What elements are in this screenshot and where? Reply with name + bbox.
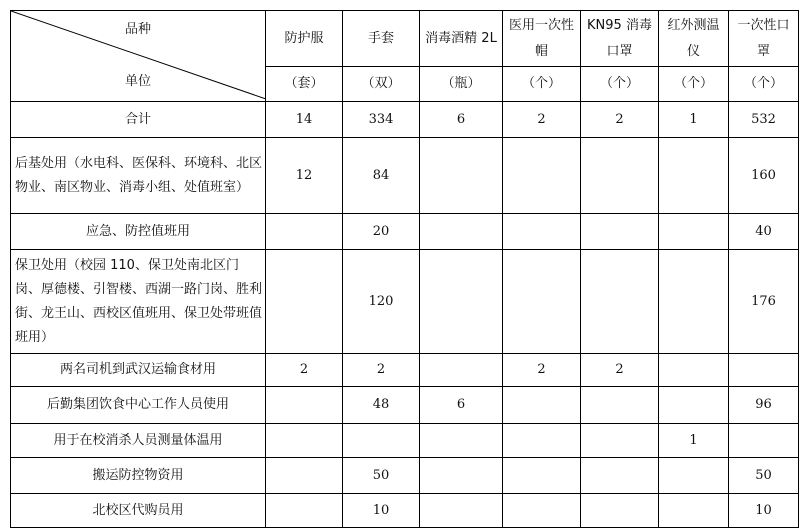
- table-row: [11, 102, 799, 138]
- table-cell: 84: [343, 138, 420, 214]
- table-row: [11, 458, 799, 494]
- table-cell: [503, 250, 581, 354]
- table-cell: 1: [659, 102, 729, 138]
- unit-cell: （个）: [729, 67, 799, 102]
- table-cell: 6: [420, 102, 503, 138]
- table-cell: [581, 387, 659, 424]
- column-header: KN95 消毒口罩: [581, 11, 659, 67]
- table-cell: [729, 354, 799, 387]
- table-cell: 12: [266, 138, 343, 214]
- column-header: 医用一次性帽: [503, 11, 581, 67]
- corner-header-cell: [11, 11, 266, 102]
- table-row: [11, 354, 799, 387]
- table-row: [11, 387, 799, 424]
- table-cell: [581, 250, 659, 354]
- table-cell: 2: [503, 102, 581, 138]
- table-cell: 532: [729, 102, 799, 138]
- table-cell: [420, 458, 503, 494]
- table-cell: [659, 214, 729, 250]
- table-cell: [420, 354, 503, 387]
- table-cell: [420, 250, 503, 354]
- table-cell: [266, 494, 343, 528]
- table-cell: 2: [581, 102, 659, 138]
- table-row: [11, 424, 799, 458]
- table-cell: 120: [343, 250, 420, 354]
- table-cell: [266, 214, 343, 250]
- table-cell: [420, 494, 503, 528]
- table-cell: 2: [266, 354, 343, 387]
- table-cell: 6: [420, 387, 503, 424]
- table-cell: [659, 387, 729, 424]
- table-cell: [581, 214, 659, 250]
- table-cell: 2: [581, 354, 659, 387]
- unit-cell: （个）: [659, 67, 729, 102]
- table-cell: [659, 138, 729, 214]
- table-cell: 10: [729, 494, 799, 528]
- table-cell: [266, 424, 343, 458]
- corner-bottom-label: 单位: [124, 74, 151, 89]
- table-cell: [581, 494, 659, 528]
- table-cell: [581, 424, 659, 458]
- table-cell: [266, 250, 343, 354]
- table-cell: [581, 458, 659, 494]
- corner-top-label: 品种: [124, 22, 151, 37]
- table-row: [11, 214, 799, 250]
- unit-cell: （瓶）: [420, 67, 503, 102]
- column-header: 消毒酒精 2L: [420, 11, 503, 67]
- table-cell: [420, 214, 503, 250]
- table-cell: 10: [343, 494, 420, 528]
- row-label: 搬运防控物资用: [11, 458, 266, 494]
- row-label: 用于在校消杀人员测量体温用: [11, 424, 266, 458]
- column-header: 手套: [343, 11, 420, 67]
- table-cell: 334: [343, 102, 420, 138]
- unit-cell: （双）: [343, 67, 420, 102]
- table-row: [11, 138, 799, 214]
- row-label: 北校区代购员用: [11, 494, 266, 528]
- column-header: 一次性口罩: [729, 11, 799, 67]
- table-cell: 160: [729, 138, 799, 214]
- table-cell: [343, 424, 420, 458]
- table-cell: [503, 494, 581, 528]
- table-cell: [503, 214, 581, 250]
- table-cell: 20: [343, 214, 420, 250]
- supplies-table: [10, 10, 799, 528]
- column-header: 防护服: [266, 11, 343, 67]
- table-cell: [266, 458, 343, 494]
- table-cell: 14: [266, 102, 343, 138]
- table-cell: [503, 424, 581, 458]
- table-cell: 50: [729, 458, 799, 494]
- table-cell: 48: [343, 387, 420, 424]
- table-cell: 2: [343, 354, 420, 387]
- table-cell: [503, 387, 581, 424]
- table-cell: [420, 424, 503, 458]
- unit-cell: （个）: [581, 67, 659, 102]
- table-cell: [581, 138, 659, 214]
- header-row: [11, 11, 799, 67]
- table-cell: 40: [729, 214, 799, 250]
- table-cell: 96: [729, 387, 799, 424]
- table-cell: [503, 458, 581, 494]
- unit-cell: （个）: [503, 67, 581, 102]
- table-cell: [659, 458, 729, 494]
- row-label: 合计: [11, 102, 266, 138]
- row-label: 后勤集团饮食中心工作人员使用: [11, 387, 266, 424]
- row-label: 后基处用（水电科、医保科、环境科、北区物业、南区物业、消毒小组、处值班室）: [11, 138, 266, 214]
- table-cell: 176: [729, 250, 799, 354]
- table-cell: [659, 494, 729, 528]
- table-cell: 50: [343, 458, 420, 494]
- table-cell: [503, 138, 581, 214]
- table-cell: [266, 387, 343, 424]
- table-cell: [729, 424, 799, 458]
- row-label: 应急、防控值班用: [11, 214, 266, 250]
- unit-cell: （套）: [266, 67, 343, 102]
- column-header: 红外测温仪: [659, 11, 729, 67]
- table-row: [11, 250, 799, 354]
- table-cell: [420, 138, 503, 214]
- table-cell: [659, 354, 729, 387]
- table-cell: 2: [503, 354, 581, 387]
- row-label: 两名司机到武汉运输食材用: [11, 354, 266, 387]
- row-label: 保卫处用（校园 110、保卫处南北区门岗、厚德楼、引智楼、西湖一路门岗、胜利街、龙王山、西校区值班用、保卫处带班值班用）: [11, 250, 266, 354]
- table-cell: [659, 250, 729, 354]
- table-row: [11, 494, 799, 528]
- table-cell: 1: [659, 424, 729, 458]
